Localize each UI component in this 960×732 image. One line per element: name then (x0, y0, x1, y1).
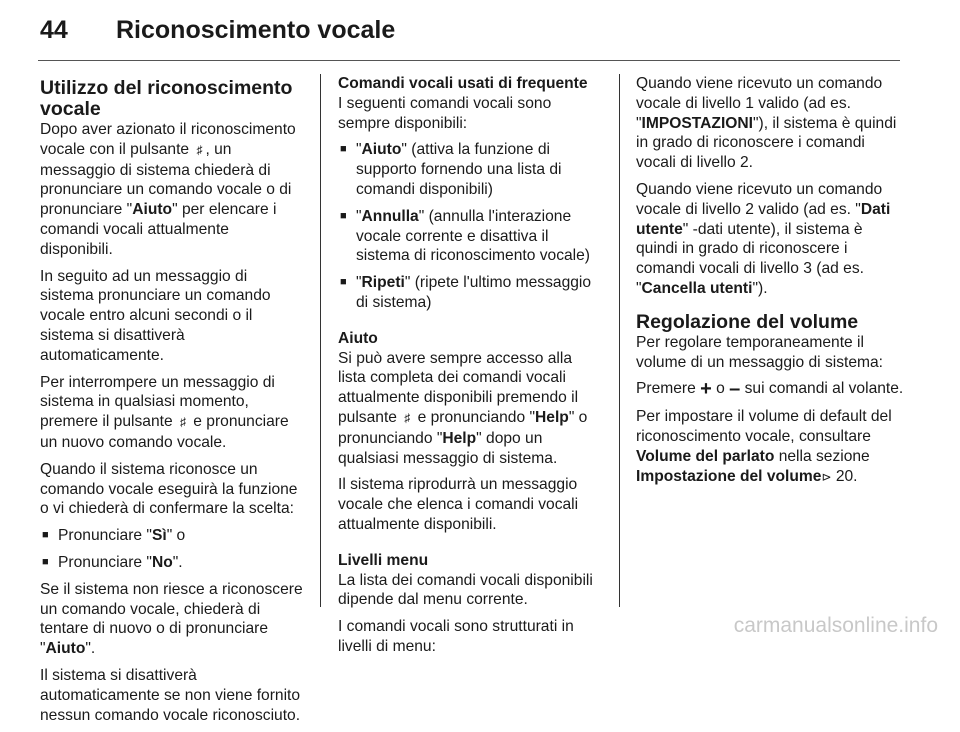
paragraph: Dopo aver azionato il riconoscimento vocale con il pulsante ♯ , un messaggio di sistema chiederà di pronunciare un comando vocale o di pronunciare "Aiuto" per elencare i comandi vocali attualmente disponibili. (40, 121, 296, 258)
bullet-icon: ■ (42, 529, 49, 542)
page-title: Riconoscimento vocale (116, 15, 396, 44)
paragraph: Quando il sistema riconosce un comando vocale eseguirà la funzione o vi chiederà di confermare la scelta: (40, 460, 298, 518)
bullet-icon: ■ (340, 209, 347, 222)
paragraph: Quando viene ricevuto un comando vocale di livello 1 valido (ad es. "IMPOSTAZIONI"), il sistema è quindi in grado di riconoscere i comandi vocali di livello 2. (636, 75, 897, 172)
paragraph: Per impostare il volume di default del riconoscimento vocale, consultare Volume del parlato nella sezione Impostazione del volume⊳ 20. (636, 407, 904, 487)
page-reference-arrow-icon: ⊳ (821, 469, 832, 484)
header-rule (38, 60, 900, 61)
page-number: 44 (40, 15, 68, 44)
subheading-help: Aiuto (338, 329, 378, 347)
list-item: ■ "Ripeti" (ripete l'ultimo messaggio di sistema) (340, 274, 592, 311)
list-item: ■ "Annulla" (annulla l'interazione vocale corrente e disattiva il sistema di riconoscimento vocale) (340, 207, 590, 265)
paragraph: I comandi vocali sono strutturati in livelli di menu: (338, 618, 574, 655)
column-3 (636, 74, 904, 494)
watermark: carmanualsonline.info (733, 614, 938, 637)
column-separator (619, 74, 620, 607)
paragraph: Si può avere sempre accesso alla lista completa dei comandi vocali attualmente disponibili premendo il pulsante ♯ e pronunciando "Help" o pronunciando "Help" dopo un qualsiasi messaggio di sistema. (338, 349, 588, 467)
list-item: ■ "Aiuto" (attiva la funzione di supporto fornendo una lista di comandi disponibili) (340, 141, 562, 198)
bullet-icon: ■ (340, 143, 347, 156)
voice-button-icon: ♯ (404, 410, 411, 425)
subheading-menu-levels: Livelli menu (338, 551, 429, 569)
subheading-frequent-commands: Comandi vocali usati di frequente (338, 75, 588, 92)
column-2 (338, 74, 603, 664)
column-separator (320, 74, 321, 607)
bullet-icon: ■ (340, 276, 347, 289)
paragraph: In seguito ad un messaggio di sistema pronunciare un comando vocale entro alcuni secondi o il sistema si disattiverà automaticamente. (40, 267, 271, 364)
list-item: ■ Pronunciare "Sì" o (42, 527, 186, 545)
section-heading-volume-adjustment: Regolazione del volume (636, 310, 859, 333)
paragraph: I seguenti comandi vocali sono sempre disponibili: (338, 94, 552, 132)
voice-button-icon: ♯ (196, 142, 203, 157)
column-1 (40, 74, 305, 732)
paragraph: Il sistema si disattiverà automaticamente se non viene fornito nessun comando vocale riconosciuto. (40, 666, 301, 724)
paragraph: Se il sistema non riesce a riconoscere un comando vocale, chiederà di tentare di nuovo o di pronunciare "Aiuto". (40, 580, 303, 658)
paragraph: Per regolare temporaneamente il volume di un messaggio di sistema: (636, 333, 884, 371)
list-item: ■ Pronunciare "No". (42, 553, 183, 571)
minus-icon: – (729, 378, 741, 401)
paragraph: Premere + o – sui comandi al volante. (636, 378, 904, 401)
bullet-icon: ■ (42, 555, 49, 568)
paragraph: Il sistema riprodurrà un messaggio vocale che elenca i comandi vocali attualmente disponibili. (338, 476, 579, 533)
section-heading-voice-recognition-use: Utilizzo del riconoscimento vocale (40, 77, 293, 120)
paragraph: La lista dei comandi vocali disponibili dipende dal menu corrente. (338, 571, 593, 609)
plus-icon: + (700, 378, 712, 401)
page-header (40, 10, 395, 50)
paragraph: Quando viene ricevuto un comando vocale di livello 2 valido (ad es. "Dati utente" -dati utente), il sistema è quindi in grado di riconoscere i comandi vocali di livello 3 (ad es. "Cancella utenti"). (636, 180, 891, 297)
paragraph: Per interrompere un messaggio di sistema in qualsiasi momento, premere il pulsante ♯ e pronunciare un nuovo comando vocale. (40, 373, 289, 451)
voice-button-icon: ♯ (179, 415, 186, 430)
